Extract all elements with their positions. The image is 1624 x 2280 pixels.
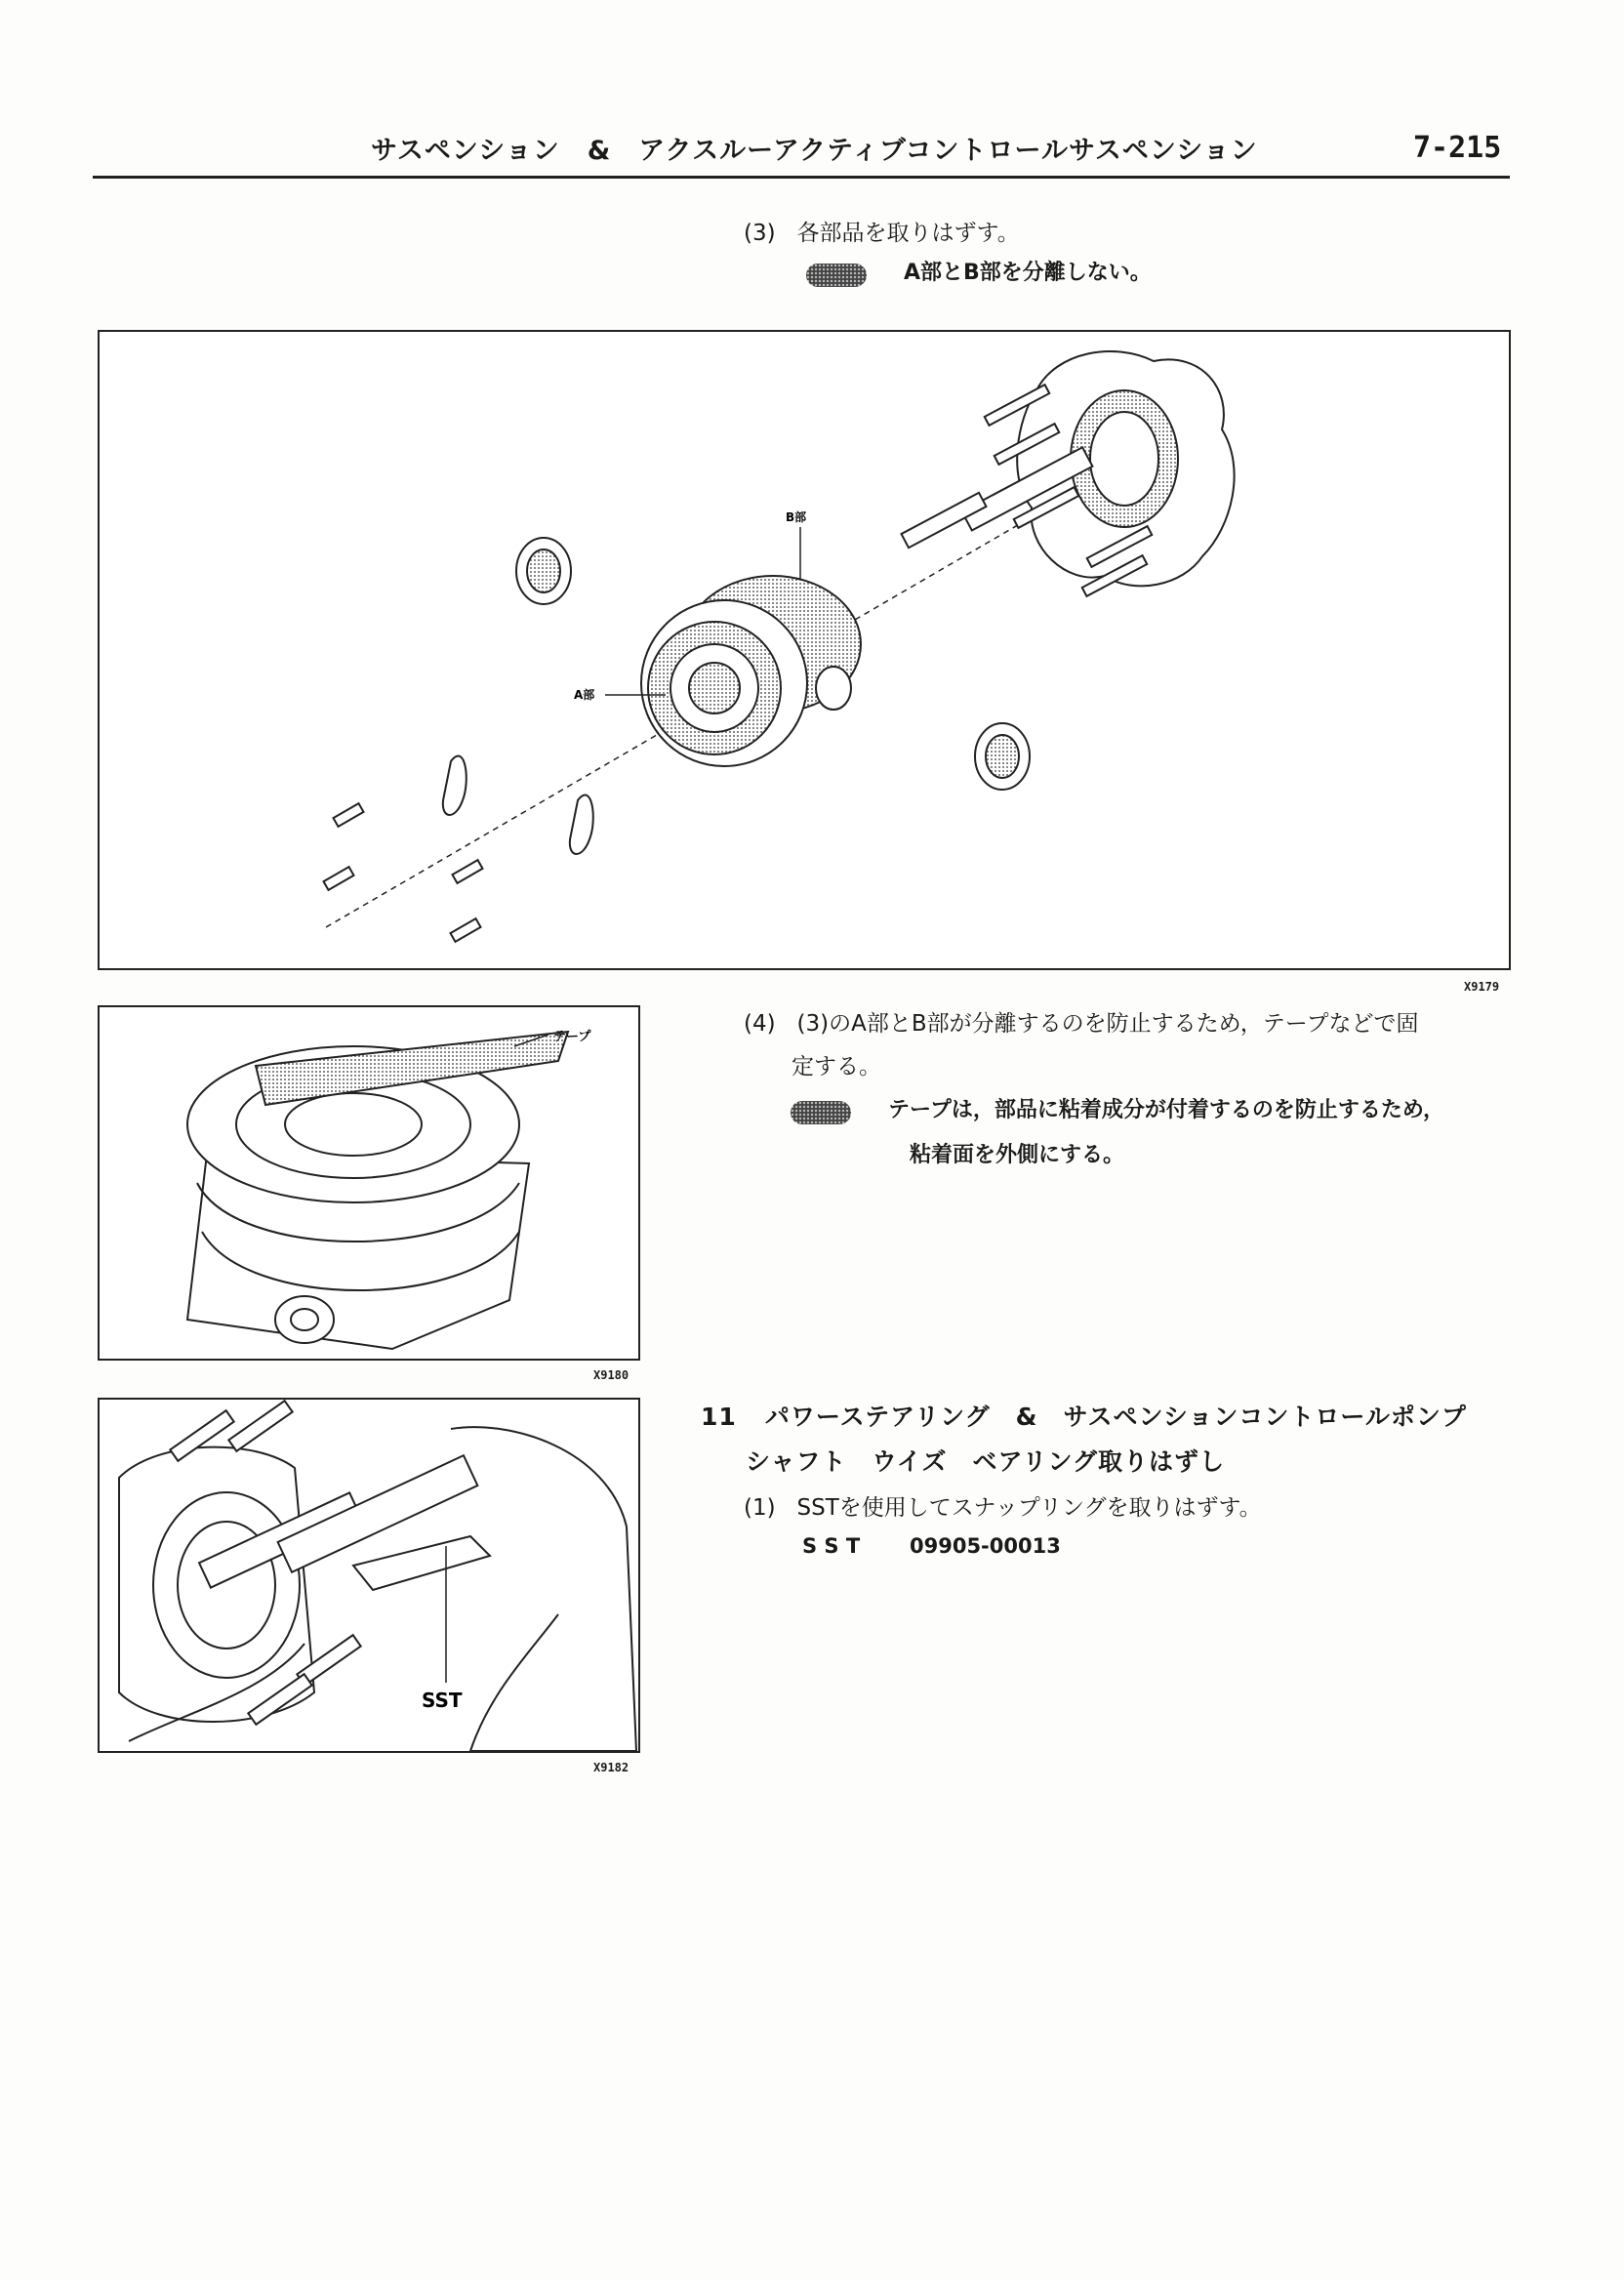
section-11-title-line1: [701, 1398, 1467, 1433]
section-11-step-1-text: SSTを使用してスナップリングを取りはずす。: [796, 1495, 1262, 1521]
step-4-note-line1: テープは，部品に粘着成分が付着するのを防止するため，: [888, 1098, 1445, 1122]
figure-code-x9179: X9179: [1464, 980, 1500, 994]
section-header-title: サスペンション & アクスルーアクティブコントロールサスペンション: [371, 136, 1258, 166]
label-a-part: A部: [574, 688, 595, 702]
section-11-title-text: パワーステアリング & サスペンションコントロールポンプ: [764, 1403, 1467, 1431]
step-3-note-text: A部とB部を分離しない。: [904, 261, 1152, 285]
header-rule: [93, 176, 1510, 179]
label-b-part: B部: [786, 510, 807, 524]
page-number: 7-215: [1413, 131, 1502, 165]
figure-tape-fixing: [98, 1005, 640, 1361]
caution-badge-icon: [806, 264, 867, 287]
section-11-title-line2: シャフト ウイズ ベアリング取りはずし: [746, 1447, 1226, 1476]
step-4-note: [791, 1093, 1444, 1124]
section-11-number: 11: [701, 1403, 737, 1431]
label-sst: SST: [422, 1689, 463, 1712]
figure-code-x9182: X9182: [593, 1761, 629, 1774]
step-4-number: (4): [744, 1011, 776, 1037]
step-3-number: (3): [744, 221, 776, 246]
step-3-text: 各部品を取りはずす。: [796, 221, 1020, 246]
step-4-line2: 定する。: [792, 1054, 881, 1079]
caution-badge-icon: [791, 1101, 851, 1124]
sst-label: S S T: [802, 1534, 861, 1558]
sst-line: [802, 1534, 1061, 1558]
label-tape: テープ: [553, 1030, 591, 1044]
section-11-step-1-number: (1): [744, 1495, 776, 1521]
tape-fixing-drawing: [100, 1007, 638, 1359]
figure-code-x9180: X9180: [593, 1368, 629, 1382]
sst-removal-drawing: [100, 1400, 638, 1751]
step-3: [744, 215, 1020, 247]
step-3-note: [806, 256, 1152, 287]
figure-sst-removal: [98, 1398, 640, 1753]
exploded-pump-drawing: [100, 332, 1509, 968]
step-4-note-line2: 粘着面を外側にする。: [910, 1143, 1125, 1167]
sst-number: 09905-00013: [910, 1534, 1061, 1558]
step-4-line1: (3)のA部とB部が分離するのを防止するため，テープなどで固: [796, 1011, 1419, 1037]
figure-exploded-pump: [98, 330, 1511, 970]
section-11-step-1: [744, 1489, 1262, 1522]
step-4: [744, 1005, 1419, 1038]
